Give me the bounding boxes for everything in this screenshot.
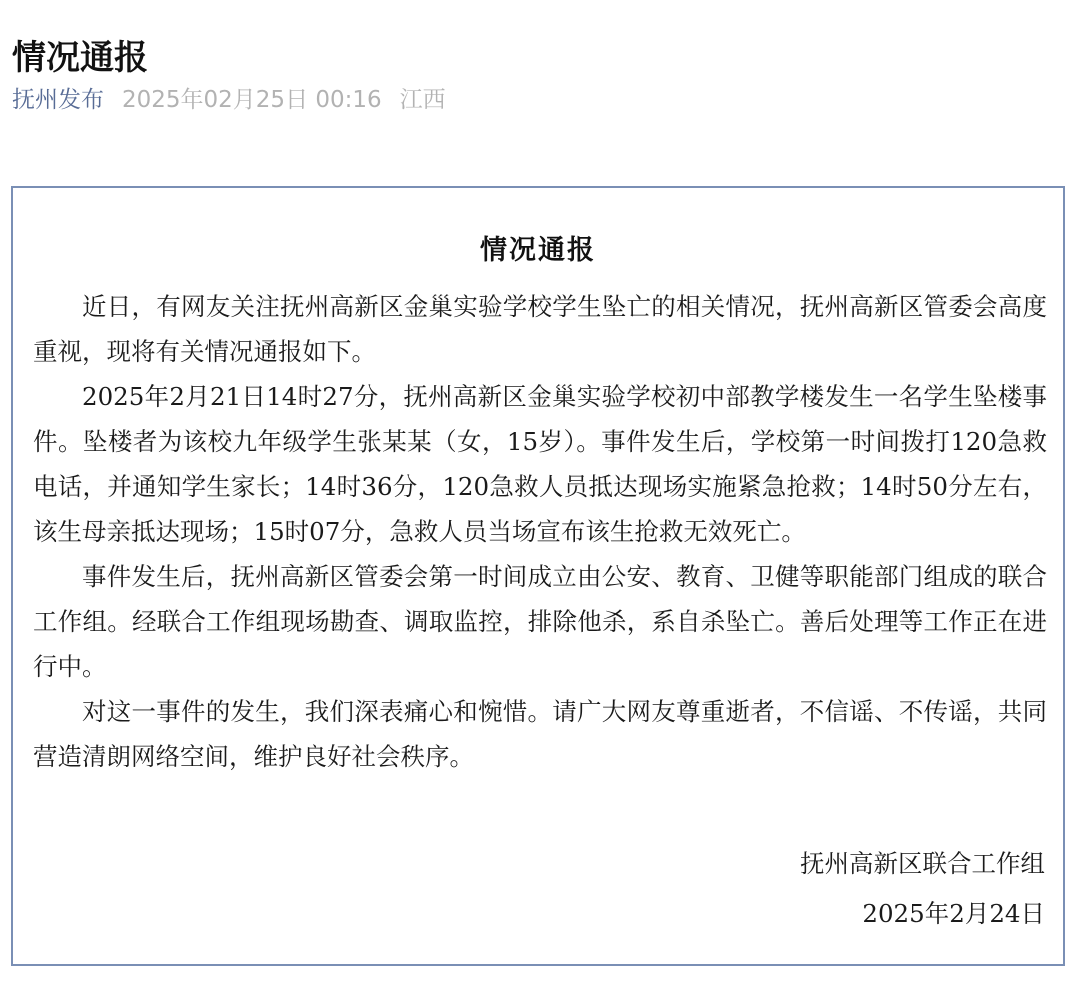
notice-paragraph: 对这一事件的发生，我们深表痛心和惋惜。请广大网友尊重逝者，不信谣、不传谣，共同营造清朗网络空间，维护良好社会秩序。: [33, 697, 1047, 771]
notice-signature-block: [800, 849, 1045, 928]
account-name-link[interactable]: 抚州发布: [12, 86, 104, 113]
article-title: 情况通报: [12, 37, 148, 78]
notice-body: [33, 284, 1047, 779]
publish-time: 2025年02月25日 00:16: [122, 86, 382, 113]
notice-document: [11, 186, 1065, 966]
publish-location: 江西: [399, 86, 446, 113]
notice-signature: 抚州高新区联合工作组: [800, 849, 1045, 878]
article-meta: [12, 80, 446, 114]
notice-paragraph: 2025年2月21日14时27分，抚州高新区金巢实验学校初中部教学楼发生一名学生坠楼事件。坠楼者为该校九年级学生张某某（女，15岁）。事件发生后，学校第一时间拨打120急救电话，并通知学生家长；14时36分，120急救人员抵达现场实施紧急抢救；14时50分左右，该生母亲抵达现场；15时07分，急救人员当场宣布该生抢救无效死亡。: [33, 382, 1047, 546]
notice-paragraph: 事件发生后，抚州高新区管委会第一时间成立由公安、教育、卫健等职能部门组成的联合工作组。经联合工作组现场勘查、调取监控，排除他杀，系自杀坠亡。善后处理等工作正在进行中。: [33, 562, 1047, 681]
notice-paragraph: 近日，有网友关注抚州高新区金巢实验学校学生坠亡的相关情况，抚州高新区管委会高度重视，现将有关情况通报如下。: [33, 292, 1047, 366]
notice-date: 2025年2月24日: [862, 899, 1045, 928]
notice-heading: 情况通报: [480, 235, 596, 266]
